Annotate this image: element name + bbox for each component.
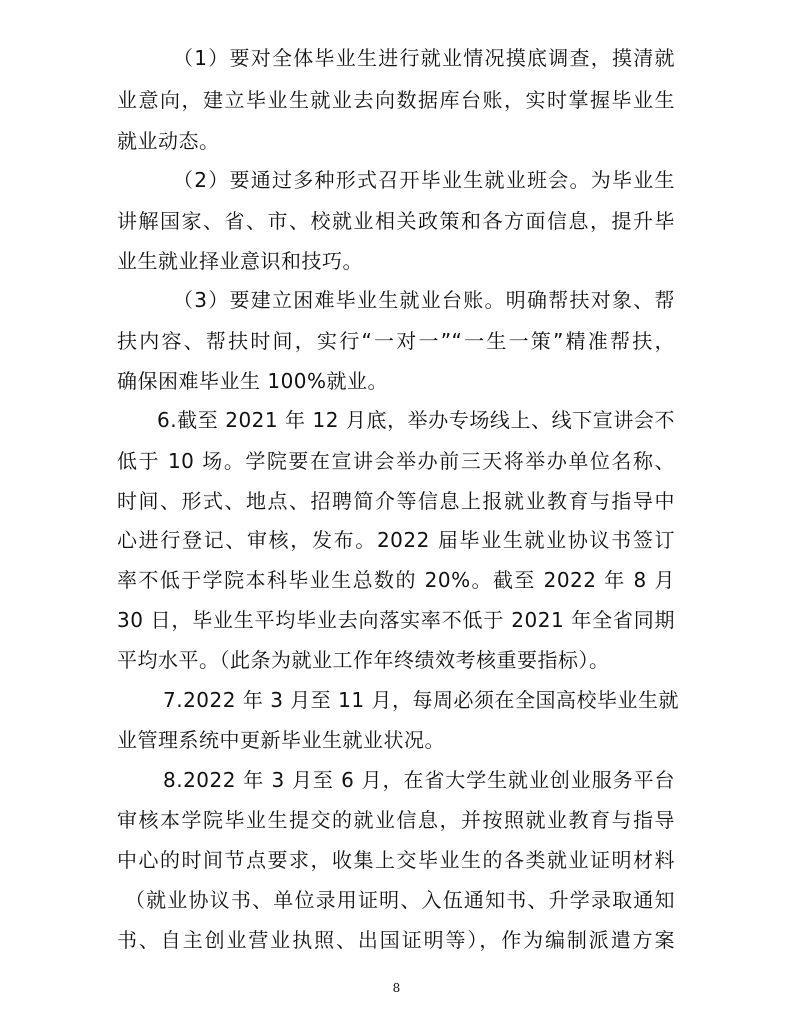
text-line: （3）要建立困难毕业生就业台账。明确帮扶对象、帮 <box>173 288 675 312</box>
text-line: 时间、形式、地点、招聘简介等信息上报就业教育与指导中 <box>117 489 675 513</box>
text-line: 确保困难毕业生 100%就业。 <box>117 369 389 393</box>
page-number: 8 <box>392 981 401 995</box>
text-line: 业意向，建立毕业生就业去向数据库台账，实时掌握毕业生 <box>117 88 675 112</box>
text-line: 6.截至 2021 年 12 月底，举办专场线上、线下宣讲会不 <box>157 408 675 432</box>
text-line: （2）要通过多种形式召开毕业生就业班会。为毕业生 <box>173 168 675 192</box>
text-line: 8.2022 年 3 月至 6 月，在省大学生就业创业服务平台 <box>163 768 675 792</box>
text-line: 书、自主创业营业执照、出国证明等），作为编制派遣方案 <box>117 928 675 952</box>
text-line: 扶内容、帮扶时间，实行“一对一”“一生一策”精准帮扶， <box>117 329 675 353</box>
text-line: 7.2022 年 3 月至 11 月，每周必须在全国高校毕业生就 <box>163 688 679 712</box>
text-line: 审核本学院毕业生提交的就业信息，并按照就业教育与指导 <box>117 808 675 832</box>
text-line: 就业动态。 <box>117 129 220 153</box>
text-line: （1）要对全体毕业生进行就业情况摸底调查，摸清就 <box>173 46 675 70</box>
text-line: 30 日，毕业生平均毕业去向落实率不低于 2021 年全省同期 <box>117 608 675 632</box>
text-line: 业生就业择业意识和技巧。 <box>117 249 363 273</box>
text-line: 心进行登记、审核，发布。2022 届毕业生就业协议书签订 <box>117 528 675 552</box>
text-line: 讲解国家、省、市、校就业相关政策和各方面信息，提升毕 <box>117 209 675 233</box>
text-line: （就业协议书、单位录用证明、入伍通知书、升学录取通知 <box>125 888 675 912</box>
text-line: 中心的时间节点要求，收集上交毕业生的各类就业证明材料 <box>117 848 675 872</box>
text-line: 业管理系统中更新毕业生就业状况。 <box>117 728 445 752</box>
text-line: 平均水平。（此条为就业工作年终绩效考核重要指标）。 <box>117 648 610 672</box>
text-line: 率不低于学院本科毕业生总数的 20%。截至 2022 年 8 月 <box>117 568 675 592</box>
text-line: 低于 10 场。学院要在宣讲会举办前三天将举办单位名称、 <box>117 449 675 473</box>
